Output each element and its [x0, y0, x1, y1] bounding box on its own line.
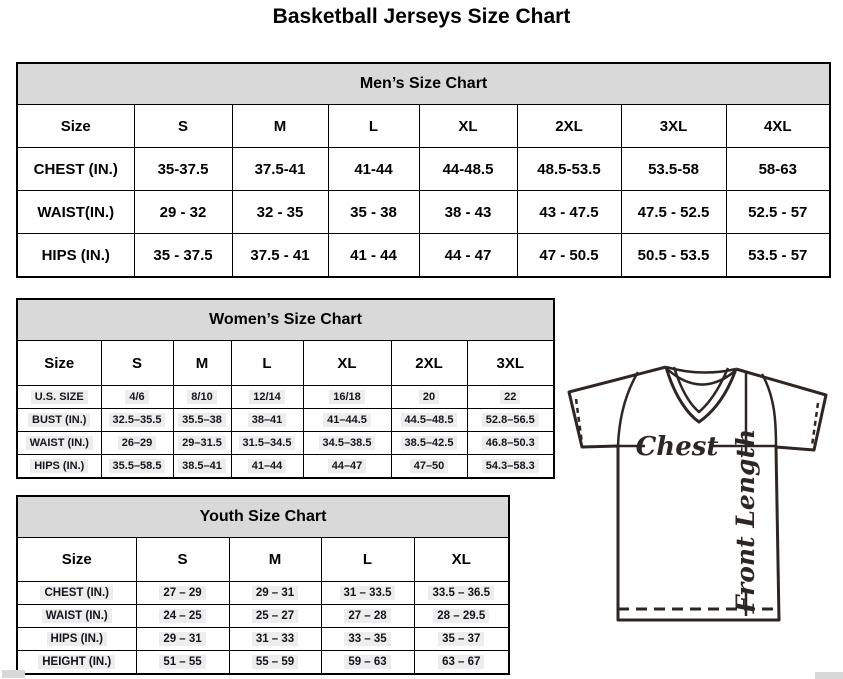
- highlighted-text: 29–31.5: [178, 436, 226, 450]
- highlighted-text: 47–50: [410, 459, 449, 473]
- size-cell: 29 - 32: [134, 191, 232, 234]
- highlighted-text: 44.5–48.5: [401, 413, 458, 427]
- table-row: [17, 455, 554, 479]
- highlighted-text: 29 – 31: [252, 586, 298, 601]
- highlighted-text: 22: [500, 390, 520, 404]
- size-cell: 37.5 - 41: [232, 234, 328, 278]
- size-cell: [229, 582, 321, 605]
- mens-column-header-row: [17, 105, 830, 148]
- table-row: [17, 386, 554, 409]
- size-cell: [136, 605, 229, 628]
- highlighted-text: BUST (IN.): [28, 413, 90, 427]
- column-header: 4XL: [726, 105, 830, 148]
- column-header: 2XL: [517, 105, 621, 148]
- highlighted-text: CHEST (IN.): [40, 586, 113, 601]
- highlighted-text: 8/10: [187, 390, 216, 404]
- size-cell: [467, 409, 554, 432]
- size-cell: [229, 628, 321, 651]
- size-cell: 38 - 43: [419, 191, 517, 234]
- womens-column-header-row: [17, 341, 554, 386]
- youth-table-title: Youth Size Chart: [17, 496, 509, 538]
- highlighted-text: HEIGHT (IN.): [38, 655, 115, 670]
- highlighted-text: 12/14: [249, 390, 285, 404]
- column-header: S: [136, 538, 229, 582]
- size-cell: 48.5-53.5: [517, 148, 621, 191]
- mens-size-table: [16, 62, 831, 278]
- column-header: XL: [419, 105, 517, 148]
- highlighted-text: 38.5–42.5: [401, 436, 458, 450]
- highlighted-text: 59 – 63: [344, 655, 390, 670]
- highlighted-text: 28 – 29.5: [433, 609, 489, 624]
- size-cell: [303, 409, 391, 432]
- row-label: CHEST (IN.): [17, 148, 134, 191]
- highlighted-text: 35 – 37: [438, 632, 484, 647]
- size-cell: [391, 432, 467, 455]
- youth-size-table: [16, 495, 510, 675]
- size-cell: [231, 409, 303, 432]
- size-cell: 35-37.5: [134, 148, 232, 191]
- highlighted-text: 20: [419, 390, 439, 404]
- size-cell: [303, 455, 391, 479]
- youth-column-header-row: [17, 538, 509, 582]
- highlighted-text: U.S. SIZE: [31, 390, 88, 404]
- table-row: [17, 409, 554, 432]
- size-cell: [101, 386, 173, 409]
- table-row: [17, 651, 509, 675]
- column-header: XL: [303, 341, 391, 386]
- column-header: 3XL: [467, 341, 554, 386]
- highlighted-text: 38–41: [248, 413, 287, 427]
- table-row: [17, 148, 830, 191]
- highlighted-text: 27 – 28: [344, 609, 390, 624]
- size-cell: [173, 432, 231, 455]
- size-cell: [101, 455, 173, 479]
- size-cell: [136, 582, 229, 605]
- size-cell: 44-48.5: [419, 148, 517, 191]
- row-label: HIPS (IN.): [17, 234, 134, 278]
- size-cell: [136, 651, 229, 675]
- column-header: S: [134, 105, 232, 148]
- column-header: Size: [17, 105, 134, 148]
- highlighted-text: WAIST (IN.): [26, 436, 93, 450]
- table-row: [17, 628, 509, 651]
- row-label: WAIST(IN.): [17, 191, 134, 234]
- highlighted-text: 31.5–34.5: [239, 436, 296, 450]
- size-cell: [414, 582, 509, 605]
- highlighted-text: 32.5–35.5: [109, 413, 166, 427]
- highlighted-text: 16/18: [329, 390, 365, 404]
- table-row: [17, 234, 830, 278]
- highlighted-text: 33.5 – 36.5: [428, 586, 494, 601]
- highlighted-text: HIPS (IN.): [47, 632, 107, 647]
- size-cell: [414, 628, 509, 651]
- highlighted-text: 34.5–38.5: [319, 436, 376, 450]
- highlighted-text: 46.8–50.3: [482, 436, 539, 450]
- column-header: XL: [414, 538, 509, 582]
- womens-table-title: Women’s Size Chart: [17, 299, 554, 341]
- highlighted-text: 4/6: [125, 390, 148, 404]
- highlighted-text: 31 – 33.5: [340, 586, 396, 601]
- highlighted-text: 33 – 35: [344, 632, 390, 647]
- row-label: [17, 605, 136, 628]
- highlighted-text: HIPS (IN.): [30, 459, 88, 473]
- size-cell: [173, 409, 231, 432]
- highlighted-text: 52.8–56.5: [482, 413, 539, 427]
- column-header: 2XL: [391, 341, 467, 386]
- row-label: [17, 582, 136, 605]
- jersey-outline: [569, 367, 826, 620]
- size-cell: 50.5 - 53.5: [621, 234, 726, 278]
- row-label: [17, 455, 101, 479]
- row-label: [17, 386, 101, 409]
- highlighted-text: 31 – 33: [252, 632, 298, 647]
- size-cell: [229, 605, 321, 628]
- highlighted-text: 27 – 29: [159, 586, 205, 601]
- jersey-measurement-diagram: [556, 356, 843, 628]
- highlighted-text: 29 – 31: [159, 632, 205, 647]
- scrollbar-artifact-right: [815, 672, 843, 679]
- size-cell: [414, 605, 509, 628]
- size-cell: [414, 651, 509, 675]
- highlighted-text: 26–29: [118, 436, 157, 450]
- highlighted-text: WAIST (IN.): [42, 609, 112, 624]
- size-cell: 41 - 44: [328, 234, 419, 278]
- row-label: [17, 409, 101, 432]
- column-header: M: [229, 538, 321, 582]
- size-cell: [467, 455, 554, 479]
- size-cell: 53.5 - 57: [726, 234, 830, 278]
- size-cell: 32 - 35: [232, 191, 328, 234]
- column-header: L: [231, 341, 303, 386]
- size-cell: [136, 628, 229, 651]
- size-cell: 43 - 47.5: [517, 191, 621, 234]
- size-cell: [231, 386, 303, 409]
- highlighted-text: 25 – 27: [252, 609, 298, 624]
- highlighted-text: 54.3–58.3: [482, 459, 539, 473]
- size-cell: 53.5-58: [621, 148, 726, 191]
- chest-label: Chest: [635, 432, 719, 462]
- size-cell: 35 - 38: [328, 191, 419, 234]
- highlighted-text: 35.5–38: [178, 413, 226, 427]
- column-header: M: [232, 105, 328, 148]
- size-cell: [391, 386, 467, 409]
- table-row: [17, 432, 554, 455]
- right-armhole-seam: [762, 374, 776, 447]
- column-header: Size: [17, 341, 101, 386]
- highlighted-text: 35.5–58.5: [109, 459, 166, 473]
- size-cell: 52.5 - 57: [726, 191, 830, 234]
- column-header: Size: [17, 538, 136, 582]
- size-cell: [173, 455, 231, 479]
- column-header: L: [321, 538, 414, 582]
- size-cell: [101, 409, 173, 432]
- highlighted-text: 63 – 67: [438, 655, 484, 670]
- size-cell: [321, 582, 414, 605]
- size-cell: [467, 432, 554, 455]
- size-cell: 35 - 37.5: [134, 234, 232, 278]
- size-cell: 58-63: [726, 148, 830, 191]
- size-cell: [173, 386, 231, 409]
- page-title: Basketball Jerseys Size Chart: [272, 5, 571, 28]
- size-cell: [467, 386, 554, 409]
- table-row: [17, 582, 509, 605]
- size-cell: 37.5-41: [232, 148, 328, 191]
- size-cell: [101, 432, 173, 455]
- column-header: M: [173, 341, 231, 386]
- size-cell: [321, 605, 414, 628]
- scrollbar-artifact-left: [2, 670, 25, 678]
- highlighted-text: 51 – 55: [159, 655, 205, 670]
- table-row: [17, 605, 509, 628]
- mens-table-title: Men’s Size Chart: [17, 63, 830, 105]
- size-cell: [321, 628, 414, 651]
- row-label: [17, 432, 101, 455]
- highlighted-text: 24 – 25: [159, 609, 205, 624]
- highlighted-text: 55 – 59: [252, 655, 298, 670]
- size-cell: 47.5 - 52.5: [621, 191, 726, 234]
- row-label: [17, 628, 136, 651]
- size-cell: [231, 455, 303, 479]
- front-length-label: Front Length: [731, 428, 760, 614]
- size-cell: [303, 432, 391, 455]
- highlighted-text: 44–47: [328, 459, 367, 473]
- size-cell: [321, 651, 414, 675]
- womens-size-table: [16, 298, 555, 479]
- highlighted-text: 41–44: [248, 459, 287, 473]
- size-cell: [303, 386, 391, 409]
- column-header: 3XL: [621, 105, 726, 148]
- size-cell: [391, 455, 467, 479]
- row-label: [17, 651, 136, 675]
- size-cell: [391, 409, 467, 432]
- column-header: L: [328, 105, 419, 148]
- size-cell: 47 - 50.5: [517, 234, 621, 278]
- size-cell: 41-44: [328, 148, 419, 191]
- table-row: [17, 191, 830, 234]
- highlighted-text: 41–44.5: [323, 413, 371, 427]
- column-header: S: [101, 341, 173, 386]
- size-cell: [229, 651, 321, 675]
- highlighted-text: 38.5–41: [178, 459, 226, 473]
- size-cell: 44 - 47: [419, 234, 517, 278]
- size-cell: [231, 432, 303, 455]
